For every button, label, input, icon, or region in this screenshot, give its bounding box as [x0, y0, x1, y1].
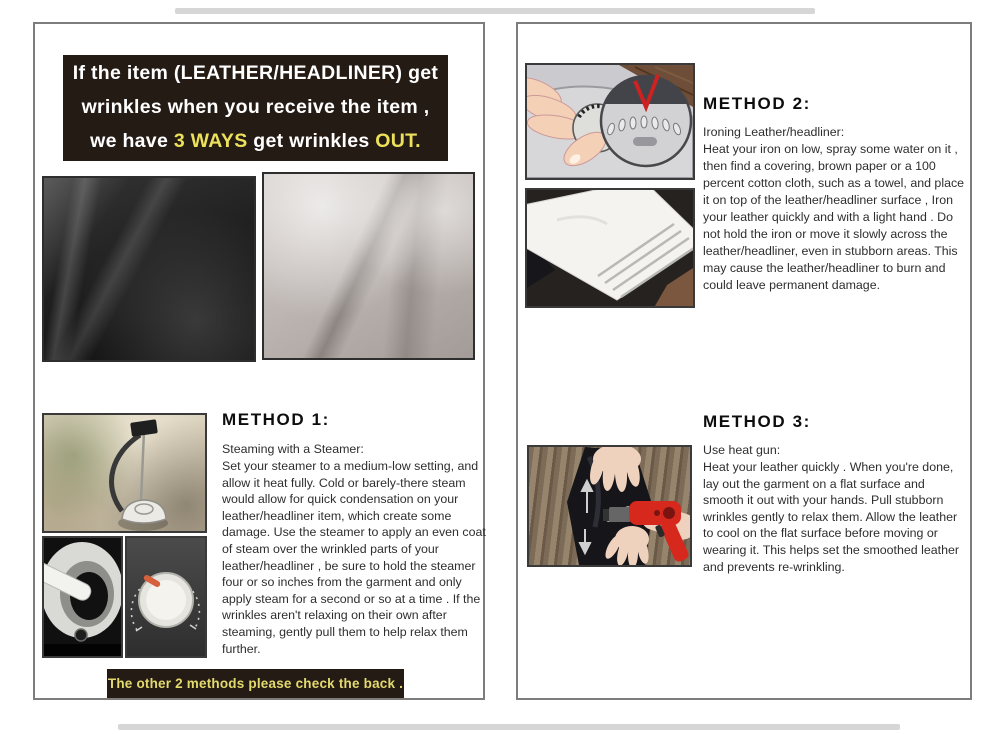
method3-subtitle: Use heat gun: [703, 443, 781, 457]
method2-body: Heat your iron on low, spray some water on it , then find a covering, brown paper or a 100 percent cotton cloth, such as a towel, and place it on top of the leather/headliner surface , Iron your leather quickly and with a light hand . Do not hold the iron or move it slowly across the leather/headliner, even in stubborn areas. This may cause the leather/headliner to burn and could leave permanent damage. [703, 142, 965, 292]
dial-scale-end-right [190, 625, 196, 629]
intro-banner-line3-text: we have [90, 130, 174, 152]
method1-heading: METHOD 1: [222, 410, 330, 429]
garment-steamer-photo [42, 413, 207, 533]
garment-steamer-illustration [44, 415, 205, 531]
method3-section [703, 412, 968, 575]
steamer-dial-illustration [127, 538, 205, 656]
iron-dial-drawing [527, 65, 693, 178]
heat-gun-on-leather-photo [527, 445, 692, 567]
steam-nozzle-photo [42, 536, 123, 658]
intro-banner-line3 [63, 124, 448, 158]
method3-body: Heat your leather quickly . When you're done, lay out the garment on a flat surface and smooth it out with your hands. Pull stubborn wrinkles gently to relax them. Allow the leather to cool on the flat surface before moving or wearing it. This helps set the smoothed leather and prevents re-wrinkling. [703, 460, 959, 574]
wood-floor-corner [655, 268, 693, 306]
method1-body: Set your steamer to a medium-low setting, and allow it heat fully. Cold or barely-there steam would allow for quick condensation on your leather/headliner item, which create some damage. Use the steamer to apply an even coat of steam over the wrinkled parts of your leather/headliner , be sure to hold the steamer four or so inches from the garment and only apply steam for a second or so at a time . If the wrinkles aren't relaxing on their own after steaming, gently pull them to help relax them further. [222, 459, 486, 656]
folded-towel-illustration [527, 190, 693, 306]
intro-banner-line2: wrinkles when you receive the item , [81, 96, 430, 118]
method1-section [222, 410, 488, 657]
steamer-hose [112, 435, 140, 511]
scan-edge-bottom [118, 724, 900, 730]
method3-heading: METHOD 3: [703, 412, 811, 431]
back-note-text: The other 2 methods please check the back . [107, 676, 404, 691]
intro-banner [63, 55, 448, 161]
wrinkled-gray-fabric-photo [262, 172, 475, 360]
intro-banner-highlight-3ways: 3 WAYS [173, 130, 248, 152]
magnified-dial-label [633, 137, 657, 146]
steamer-head [130, 419, 158, 436]
wrinkled-leather-photo [42, 176, 256, 362]
heat-gun-illustration [529, 447, 690, 565]
intro-banner-line1: If the item (LEATHER/HEADLINER) get [72, 62, 439, 84]
folded-towel-photo [525, 188, 695, 308]
method2-heading: METHOD 2: [703, 94, 811, 113]
method2-section [703, 94, 968, 294]
scan-edge-top [175, 8, 815, 14]
nozzle-knob [75, 629, 87, 641]
steam-nozzle-illustration [44, 538, 121, 656]
iron-temperature-dial-illustration [525, 63, 695, 180]
back-note-banner [107, 669, 404, 698]
intro-banner-highlight-out: OUT. [375, 130, 421, 152]
dial-knob-inner [146, 580, 186, 620]
intro-banner-line3-text2: get wrinkles [247, 130, 376, 152]
nozzle-base-shadow [44, 644, 121, 656]
steamer-dial-photo [125, 536, 207, 658]
towel-body [527, 190, 693, 300]
method1-subtitle: Steaming with a Steamer: [222, 442, 364, 456]
method2-subtitle: Ironing Leather/headliner: [703, 125, 845, 139]
